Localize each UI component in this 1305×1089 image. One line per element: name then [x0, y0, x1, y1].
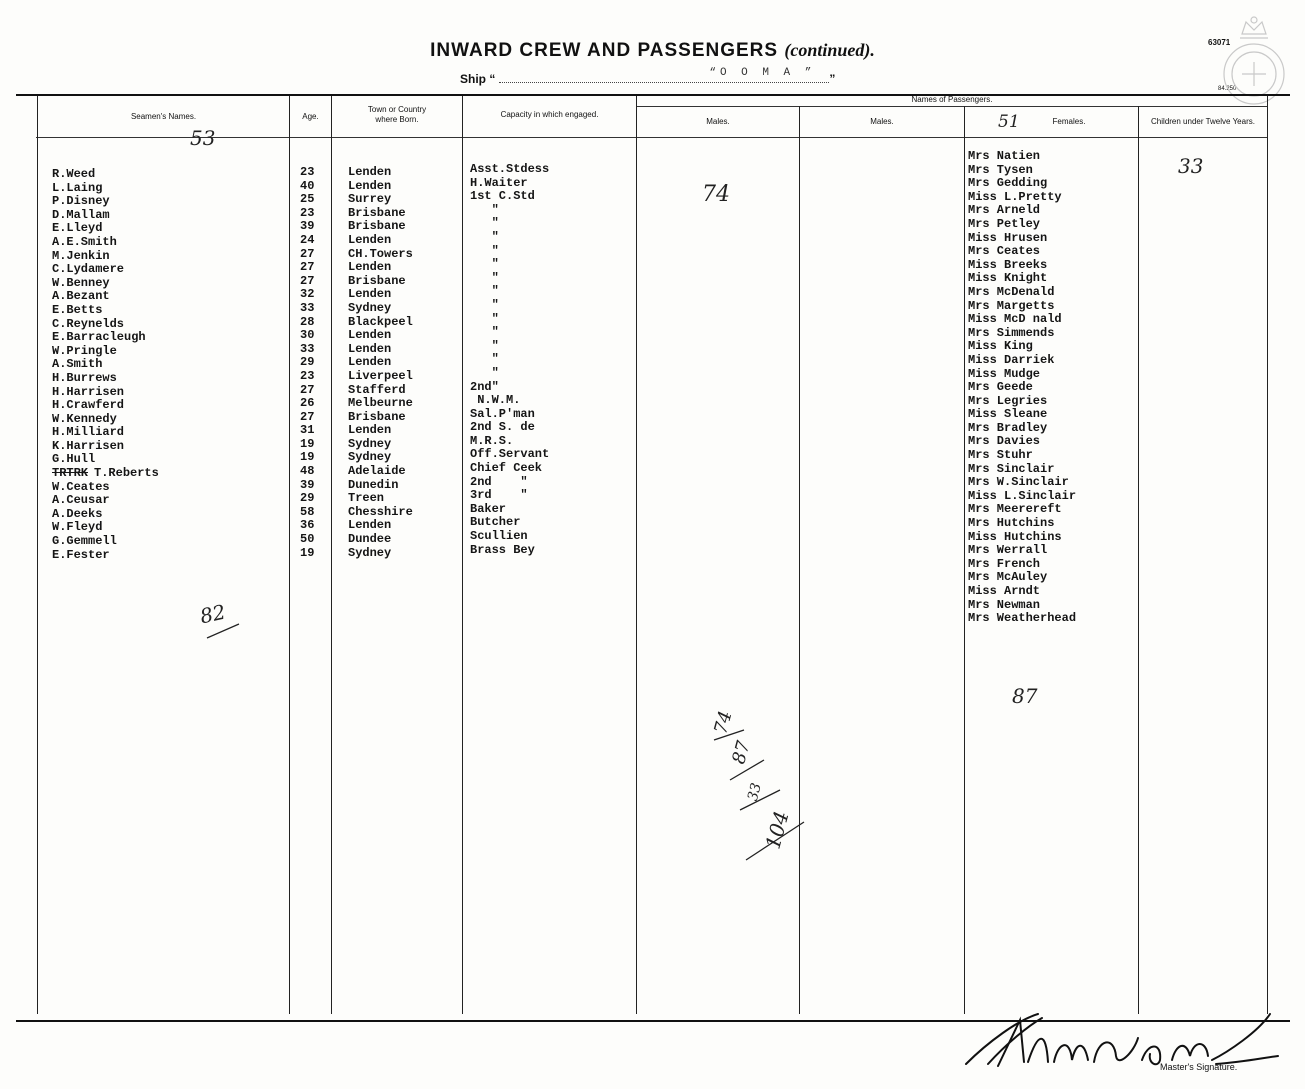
female-passenger: Miss Knight — [968, 271, 1048, 286]
form-number: 63071 — [1208, 38, 1231, 47]
female-passenger: Mrs Legries — [968, 393, 1048, 408]
crew-age: 28 — [300, 314, 315, 329]
header-town-born: Town or Country where Born. — [367, 105, 427, 124]
crew-name: C.Reynelds — [52, 316, 125, 331]
crew-capacity: " — [470, 216, 499, 231]
crew-capacity: " — [470, 365, 499, 380]
female-passenger: Mrs Hutchins — [968, 516, 1055, 531]
crew-name: C.Lydamere — [52, 262, 125, 277]
signature-caption: Master's Signature. — [1160, 1062, 1238, 1072]
col-line-age — [289, 96, 290, 1014]
female-passenger: Mrs Meerereft — [968, 502, 1062, 517]
crew-name: G.Hull — [52, 452, 96, 467]
crew-names-column — [52, 168, 159, 562]
crew-capacity: Brass Bey — [470, 542, 535, 557]
crew-capacity: " — [470, 297, 499, 312]
crew-age: 24 — [300, 232, 315, 247]
crew-capacity: " — [470, 229, 499, 244]
crew-capacity: Baker — [470, 501, 507, 516]
children-count-note: 33 — [1178, 154, 1204, 178]
crew-age: 29 — [300, 355, 315, 370]
crew-capacity: M.R.S. — [470, 433, 514, 448]
crew-town: Brisbane — [348, 409, 406, 424]
crew-total-note: 82 — [197, 599, 228, 629]
crew-name: A.Smith — [52, 357, 103, 372]
female-passenger: Miss Breeks — [968, 257, 1048, 272]
crew-name: D.Mallam — [52, 207, 110, 222]
female-passenger: Mrs Ceates — [968, 244, 1041, 259]
crew-capacity: " — [470, 243, 499, 258]
title-text: INWARD CREW AND PASSENGERS — [430, 40, 779, 61]
female-passenger: Miss L.Pretty — [968, 189, 1062, 204]
crew-town: Lenden — [348, 260, 392, 275]
crew-capacity: 1st C.Std — [470, 189, 535, 204]
crew-capacity: Scullien — [470, 529, 528, 544]
female-passengers-column — [968, 150, 1076, 626]
crew-age: 48 — [300, 464, 315, 479]
crew-capacity: " — [470, 270, 499, 285]
crew-name: A.Bezant — [52, 289, 110, 304]
header-seamen-names: Seamen's Names. — [130, 112, 197, 121]
crew-capacity: Chief Ceek — [470, 461, 543, 476]
crew-town: Surrey — [348, 192, 392, 207]
female-passenger: Mrs Petley — [968, 216, 1041, 231]
crew-town: Sydney — [348, 450, 392, 465]
crew-town: Lenden — [348, 518, 392, 533]
crew-name: E.Betts — [52, 302, 103, 317]
crew-age: 23 — [300, 368, 315, 383]
females-total-note: 87 — [1012, 684, 1038, 708]
crew-town: Dunedin — [348, 477, 399, 492]
crew-town: Brisbane — [348, 273, 406, 288]
crew-name: P.Disney — [52, 194, 110, 209]
female-passenger: Mrs W.Sinclair — [968, 475, 1069, 490]
crew-age: 19 — [300, 545, 315, 560]
crew-capacity: " — [470, 338, 499, 353]
female-passenger: Miss Sleane — [968, 407, 1048, 422]
crew-town: Lenden — [348, 178, 392, 193]
header-age: Age. — [302, 112, 319, 121]
crew-name: A.E.Smith — [52, 234, 117, 249]
crew-age: 33 — [300, 300, 315, 315]
female-passenger: Mrs Simmends — [968, 325, 1055, 340]
crew-name: W.Kennedy — [52, 411, 117, 426]
crew-name: W.Benney — [52, 275, 110, 290]
header-males-1: Males. — [706, 117, 730, 126]
female-passenger: Mrs McAuley — [968, 570, 1048, 585]
tally-1: 74 — [710, 708, 737, 737]
tally-2: 87 — [728, 738, 755, 767]
crew-age: 27 — [300, 409, 315, 424]
crew-count-head: 53 — [190, 126, 216, 150]
crew-capacity: Sal.P'man — [470, 406, 535, 421]
tally-4: 104 — [760, 808, 794, 852]
crew-town: Brisbane — [348, 219, 406, 234]
crew-capacity: " — [470, 311, 499, 326]
header-passengers: Names of Passengers. — [911, 95, 993, 104]
crew-town: Lenden — [348, 355, 392, 370]
crew-capacity: H.Waiter — [470, 175, 528, 190]
crown-seal-icon — [1212, 14, 1296, 126]
crew-name: E.Barracleugh — [52, 330, 146, 345]
crew-age: 23 — [300, 205, 315, 220]
ship-name: “O O M A ” — [709, 67, 816, 79]
crew-name: G.Gemmell — [52, 534, 117, 549]
form-title — [0, 40, 1305, 62]
crew-capacity: " — [470, 257, 499, 272]
crew-towns-column — [348, 166, 413, 560]
header-males-2: Males. — [870, 117, 894, 126]
crew-age: 27 — [300, 260, 315, 275]
crew-capacity: 2nd " — [470, 474, 528, 489]
female-passenger: Mrs Geede — [968, 380, 1033, 395]
female-passenger: Mrs McDenald — [968, 284, 1055, 299]
crew-capacity-column — [470, 163, 549, 557]
crew-town: Liverpeel — [348, 368, 413, 383]
crew-age: 33 — [300, 341, 315, 356]
female-passenger: Mrs Newman — [968, 597, 1041, 612]
female-passenger: Miss Hutchins — [968, 529, 1062, 544]
crew-capacity: " — [470, 202, 499, 217]
crew-town: Blackpeel — [348, 314, 413, 329]
crew-name: W.Ceates — [52, 479, 110, 494]
crew-age: 27 — [300, 273, 315, 288]
crew-name: E.Lleyd — [52, 221, 103, 236]
crew-town: Lenden — [348, 341, 392, 356]
crew-town: Lenden — [348, 328, 392, 343]
female-passenger: Miss Mudge — [968, 366, 1041, 381]
crew-name: W.Fleyd — [52, 520, 103, 535]
col-line-capacity — [462, 96, 463, 1014]
crew-age: 26 — [300, 396, 315, 411]
crew-age: 50 — [300, 532, 315, 547]
crew-age: 40 — [300, 178, 315, 193]
crew-town: CH.Towers — [348, 246, 413, 261]
crew-town: Lenden — [348, 232, 392, 247]
crew-age: 32 — [300, 287, 315, 302]
col-line-left — [37, 96, 38, 1014]
crew-town: Sydney — [348, 300, 392, 315]
master-signature — [958, 1012, 1288, 1072]
crew-age: 39 — [300, 477, 315, 492]
crew-capacity: Asst.Stdess — [470, 162, 550, 176]
crew-town: Lenden — [348, 423, 392, 438]
female-passenger: Mrs Weatherhead — [968, 611, 1077, 626]
crew-capacity: 3rd " — [470, 488, 528, 503]
col-line-children — [1138, 106, 1139, 1014]
crew-town: Dundee — [348, 532, 392, 547]
female-passenger: Mrs Margetts — [968, 298, 1055, 313]
crew-name: H.Milliard — [52, 425, 125, 440]
crew-capacity: " — [470, 352, 499, 367]
crew-town: Stafferd — [348, 382, 406, 397]
crew-capacity: " — [470, 284, 499, 299]
crew-age: 23 — [300, 165, 315, 179]
crew-name: L.Laing — [52, 180, 103, 195]
female-passenger: Mrs Bradley — [968, 420, 1048, 435]
crew-town: Chesshire — [348, 504, 413, 519]
col-line-right — [1267, 96, 1268, 1014]
crew-capacity: 2nd" — [470, 379, 499, 394]
crew-capacity: Butcher — [470, 515, 521, 530]
crew-town: Adelaide — [348, 464, 406, 479]
crew-age: 29 — [300, 491, 315, 506]
crew-name: K.Harrisen — [52, 438, 125, 453]
crew-name: H.Crawferd — [52, 398, 125, 413]
crew-town: Lenden — [348, 165, 392, 179]
female-passenger: Mrs Gedding — [968, 176, 1048, 191]
col-line-males1 — [636, 96, 637, 1014]
crew-town: Treen — [348, 491, 385, 506]
tally-3: 33 — [744, 781, 765, 803]
crew-age: 39 — [300, 219, 315, 234]
males-count-note: 74 — [702, 182, 730, 207]
crew-name: R.Weed — [52, 167, 96, 181]
crew-name — [52, 467, 159, 481]
ship-close-quote: ” — [829, 72, 836, 86]
female-passenger: Mrs Natien — [968, 149, 1041, 163]
crew-age: 19 — [300, 450, 315, 465]
header-capacity: Capacity in which engaged. — [500, 110, 599, 119]
female-passenger: Miss McD nald — [968, 312, 1062, 327]
crew-town: Lenden — [348, 287, 392, 302]
crew-name: H.Burrews — [52, 370, 117, 385]
crew-age: 30 — [300, 328, 315, 343]
female-passenger: Mrs Sinclair — [968, 461, 1055, 476]
crew-age: 27 — [300, 382, 315, 397]
crew-town: Melbeurne — [348, 396, 413, 411]
crew-name-text: T.Reberts — [94, 466, 159, 481]
female-passenger: Miss Darriek — [968, 352, 1055, 367]
female-passenger: Miss L.Sinclair — [968, 488, 1077, 503]
crew-name: W.Pringle — [52, 343, 117, 358]
header-bottom-rule — [36, 137, 1268, 138]
female-passenger: Mrs Davies — [968, 434, 1041, 449]
crew-age: 19 — [300, 436, 315, 451]
header-children: Children under Twelve Years. — [1151, 117, 1255, 126]
ship-label: Ship “ — [460, 72, 496, 86]
struck-text: TRTRK — [52, 466, 89, 481]
crew-age: 36 — [300, 518, 315, 533]
female-passenger: Mrs French — [968, 556, 1041, 571]
crew-age: 25 — [300, 192, 315, 207]
female-passenger: Mrs Stuhr — [968, 448, 1033, 463]
title-suffix: (continued). — [784, 40, 875, 60]
passengers-subrule — [637, 106, 1267, 107]
crew-name: A.Ceusar — [52, 493, 110, 508]
col-line-females — [964, 106, 965, 1014]
crew-capacity: " — [470, 325, 499, 340]
crew-age: 31 — [300, 423, 315, 438]
female-passenger: Miss King — [968, 339, 1033, 354]
ship-name-field — [499, 67, 829, 83]
print-code: 84.250 — [1218, 86, 1237, 92]
crew-name: A.Deeks — [52, 506, 103, 521]
crew-name: M.Jenkin — [52, 248, 110, 263]
crew-town: Brisbane — [348, 205, 406, 220]
crew-capacity: 2nd S. de — [470, 420, 535, 435]
crew-capacity: N.W.M. — [470, 393, 521, 408]
crew-name: E.Fester — [52, 547, 110, 562]
females-count-head: 51 — [998, 112, 1020, 132]
female-passenger: Miss Hrusen — [968, 230, 1048, 245]
crew-age: 58 — [300, 504, 315, 519]
female-passenger: Mrs Tysen — [968, 162, 1033, 177]
crew-capacity: Off.Servant — [470, 447, 550, 462]
crew-ages-column — [300, 166, 314, 560]
female-passenger: Mrs Arneld — [968, 203, 1041, 218]
tally-strokes — [700, 700, 820, 880]
crew-name: H.Harrisen — [52, 384, 125, 399]
col-line-town — [331, 96, 332, 1014]
female-passenger: Miss Arndt — [968, 584, 1041, 598]
crew-age: 27 — [300, 246, 315, 261]
crew-total-underline — [205, 620, 245, 640]
crew-town: Sydney — [348, 545, 392, 560]
ship-line — [460, 67, 836, 86]
header-females: Females. — [1052, 117, 1086, 126]
female-passenger: Mrs Werrall — [968, 543, 1048, 558]
crew-town: Sydney — [348, 436, 392, 451]
